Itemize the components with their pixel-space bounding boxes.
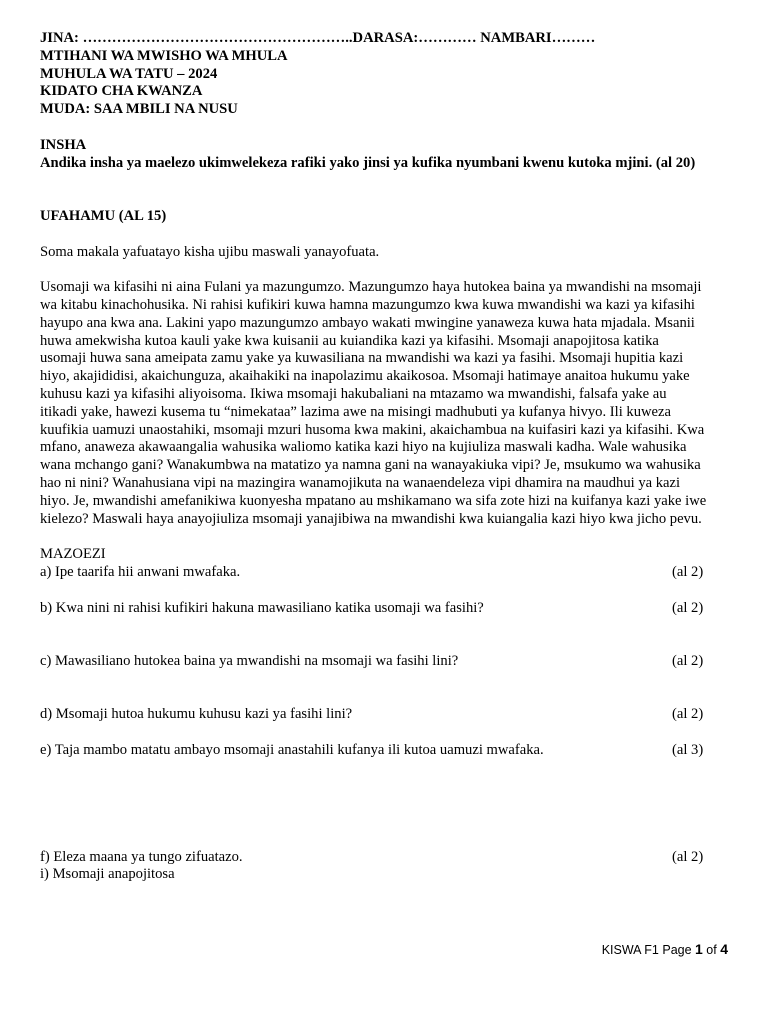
page-footer [602,941,728,957]
footer-page-total: 4 [720,941,728,957]
ufahamu-heading: UFAHAMU (AL 15) [40,207,167,224]
question-marks: (al 3) [672,741,704,758]
question-marks: (al 2) [672,652,704,669]
passage-line: kuufikia uamuzi unaostahiki, msomaji mzuri husoma kwa makini, akaichambua na kuifasiri kazi ya kifasihi. Kwa [40,421,705,438]
question-f [40,849,730,867]
insha-instruction: Andika insha ya maelezo ukimwelekeza rafiki yako jinsi ya kufika nyumbani kwenu kutoka mjini. (al 20) [40,154,696,171]
exam-page [40,30,730,884]
comprehension-passage [40,279,730,528]
student-info-line: JINA: ………………………………………………..DARASA:………… NAMBARI……… [40,30,596,46]
question-c [40,653,730,671]
question-e [40,742,730,760]
passage-line: Usomaji wa kifasihi ni aina Fulani ya mazungumzo. Mazungumzo haya hutokea baina ya mwandishi na msomaji [40,279,702,296]
footer-of: of [702,943,721,957]
question-b [40,600,730,618]
question-text: d) Msomaji hutoa hukumu kuhusu kazi ya fasihi lini? [40,706,353,723]
passage-line: wa kitabu kinachohusika. Ni rahisi kufikiri kuwa hamna mazungumzo kwa kuwa mwandishi wa kazi ya kifasihi [40,296,695,313]
passage-line: kuhusu kazi ya kifasihi aliyoisoma. Ikiwa msomaji hakubaliani na mtazamo wa mwandishi, falsafa yake au [40,385,667,402]
question-f-subitem: i) Msomaji anapojitosa [40,866,175,883]
passage-line: hiyo. Je, mwandishi amefanikiwa kuonyesha mpatano au mshikamano wa sifa zote hizi na kuifanya kazi yake iwe [40,492,707,509]
ufahamu-instruction: Soma makala yafuatayo kisha ujibu maswali yanayofuata. [40,243,380,260]
passage-line: huwa amekwisha kutoa kauli yake kwa kuisanii au kuiandika kazi ya kifasihi. Msomaji anapojitosa katika [40,332,659,349]
exam-title: MTIHANI WA MWISHO WA MHULA [40,47,288,64]
question-text: a) Ipe taarifa hii anwani mwafaka. [40,563,241,580]
passage-line: kielezo? Maswali haya anayojiuliza msomaji yanajibiwa na mwandishi kwa kuiangalia kazi hiyo kwa jicho pevu. [40,510,702,527]
form-label: KIDATO CHA KWANZA [40,83,203,100]
passage-line: hayupo ana kwa ana. Lakini yapo mazungumzo ambayo wakati mwingine yanaweza kuwa hata mjadala. Msanii [40,314,695,331]
question-marks: (al 2) [672,599,704,616]
passage-line: wana mchango gani? Wanakumbwa na matatizo ya namna gani na wanayakiuka vipi? Je, msukumo wa wahusika [40,457,701,474]
mazoezi-heading: MAZOEZI [40,546,106,563]
passage-line: hao ni nini? Wanahusiana vipi na mazingira wanamojikuta na wanaendeleza vipi dhamira na maudhui ya kazi [40,474,681,491]
passage-line: mfano, anaweza akawaangalia wahusika waliomo katika kazi hiyo na kujiuliza maswali kadha. Wale wahusika [40,439,687,456]
passage-line: hiyo, akajididisi, akaichunguza, akaihakiki na inapolazimu akaikosoa. Msomaji hatimaye anaitoa hukumu yake [40,368,690,385]
duration-label: MUDA: SAA MBILI NA NUSU [40,101,238,118]
term-label: MUHULA WA TATU – 2024 [40,65,218,82]
question-text: b) Kwa nini ni rahisi kufikiri hakuna mawasiliano katika usomaji wa fasihi? [40,599,484,616]
question-marks: (al 2) [672,563,704,580]
question-marks: (al 2) [672,706,704,723]
footer-page-number: 1 [695,941,703,957]
question-a [40,564,730,582]
question-text: c) Mawasiliano hutokea baina ya mwandishi na msomaji wa fasihi lini? [40,652,459,669]
passage-line: usomaji huwa sana ameipata zamu yake ya kuwasiliana na mwandishi wa kazi ya fasihi. Msomaji hupitia kazi [40,350,684,367]
footer-prefix: KISWA F1 Page [601,943,696,957]
question-d [40,706,730,724]
passage-line: itikadi yake, hawezi kusema tu “nimekataa” lazima awe na misingi madhubuti ya kufanya hivyo. Ili kuweza [40,403,671,420]
question-text: f) Eleza maana ya tungo zifuatazo. [40,848,243,865]
question-text: e) Taja mambo matatu ambayo msomaji anastahili kufanya ili kutoa uamuzi mwafaka. [40,741,544,758]
question-marks: (al 2) [672,848,704,865]
insha-heading: INSHA [40,136,87,153]
